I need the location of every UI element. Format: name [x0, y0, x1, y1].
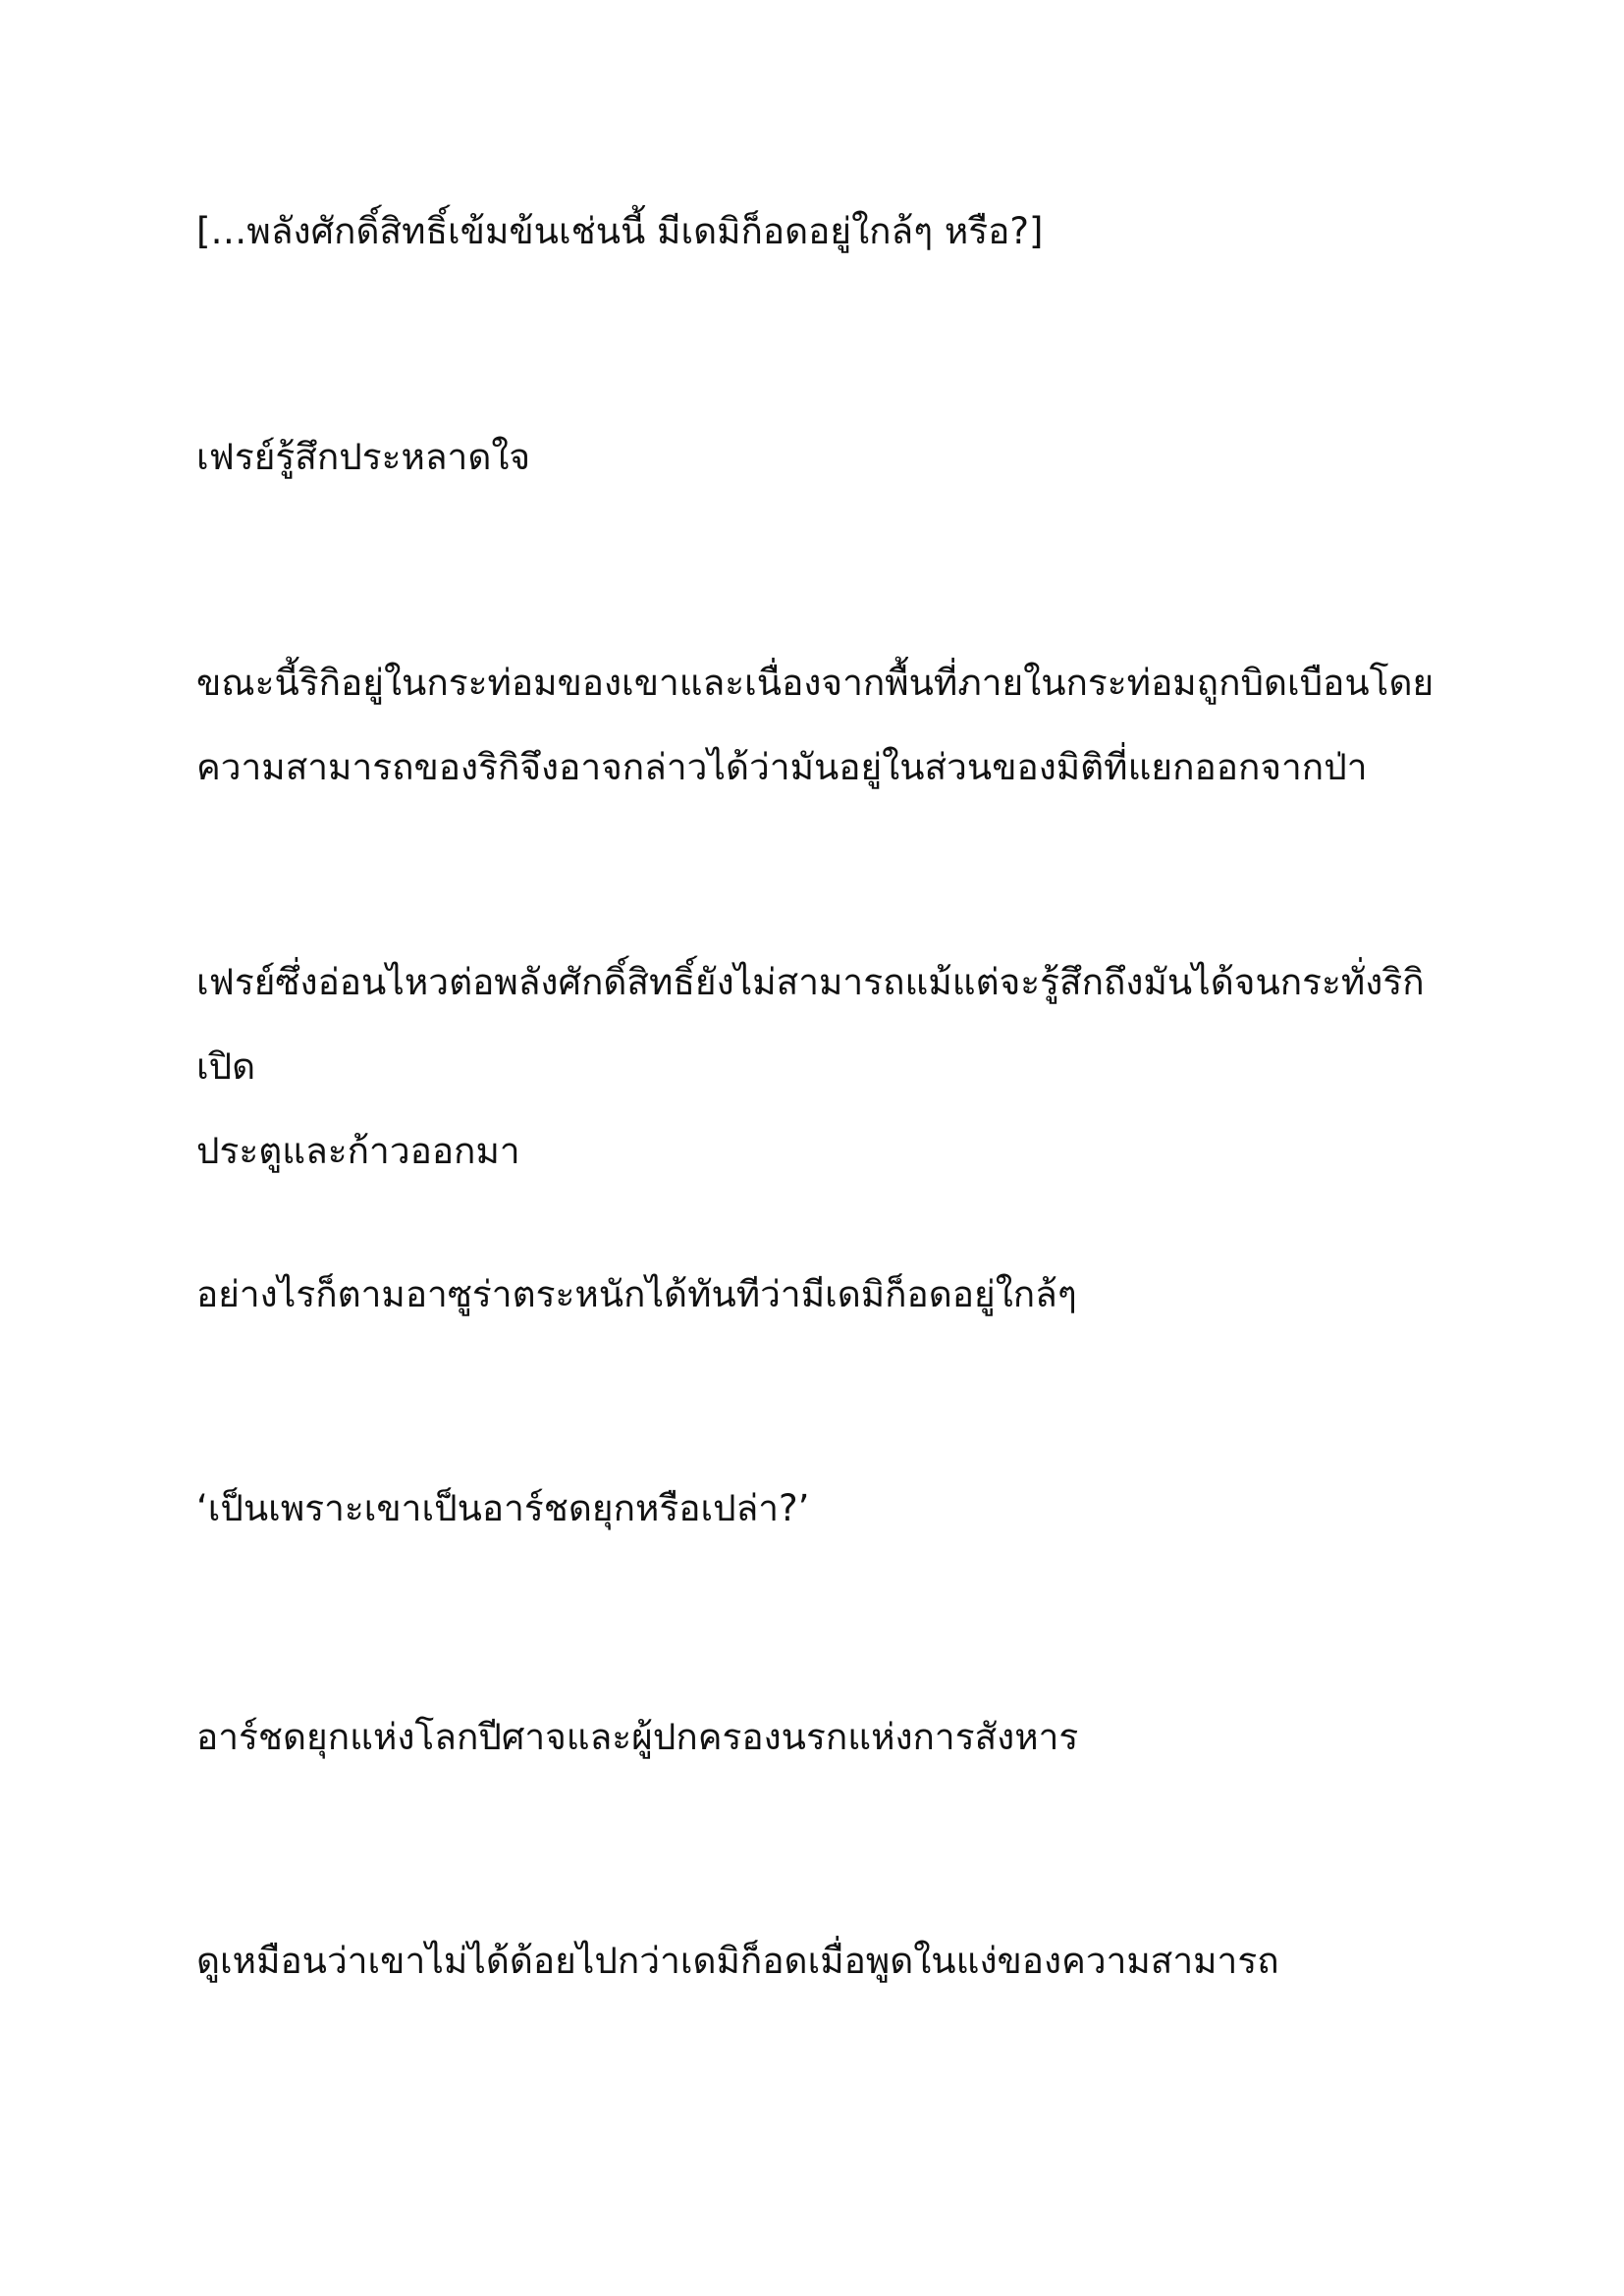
paragraph-8: ดูเหมือนว่าเขาไม่ได้ด้อยไปกว่าเดมิก็อดเมื่อพูดในแง่ของความสามารถ	[196, 1940, 1279, 1982]
paragraph-4	[196, 940, 1473, 1194]
paragraph-3-line-1: ขณะนี้ริกิอยู่ในกระท่อมของเขาและเนื่องจากพื้นที่ภายในกระท่อมถูกบิดเบือนโดย	[196, 662, 1435, 704]
paragraph-2: เฟรย์รู้สึกประหลาดใจ	[196, 436, 531, 478]
paragraph-7: อาร์ชดยุกแห่งโลกปีศาจและผู้ปกครองนรกแห่งการสังหาร	[196, 1716, 1079, 1758]
paragraph-4-line-1: เฟรย์ซึ่งอ่อนไหวต่อพลังศักดิ์สิทธิ์ยังไม่สามารถแม้แต่จะรู้สึกถึงมันได้จนกระทั่งริกิเปิด	[196, 961, 1425, 1088]
paragraph-4-line-2: ประตูและก้าวออกมา	[196, 1130, 520, 1172]
paragraph-6: ‘เป็นเพราะเขาเป็นอาร์ชดยุกหรือเปล่า?’	[196, 1487, 810, 1529]
paragraph-1: […พลังศักดิ์สิทธิ์เข้มข้นเช่นนี้ มีเดมิก็อดอยู่ใกล้ๆ หรือ?]	[196, 210, 1044, 252]
paragraph-5: อย่างไรก็ตามอาซูร่าตระหนักได้ทันทีว่ามีเดมิก็อดอยู่ใกล้ๆ	[196, 1273, 1077, 1315]
paragraph-3-line-2: ความสามารถของริกิจึงอาจกล่าวได้ว่ามันอยู่ในส่วนของมิติที่แยกออกจากป่า	[196, 746, 1368, 788]
paragraph-3	[196, 641, 1473, 810]
